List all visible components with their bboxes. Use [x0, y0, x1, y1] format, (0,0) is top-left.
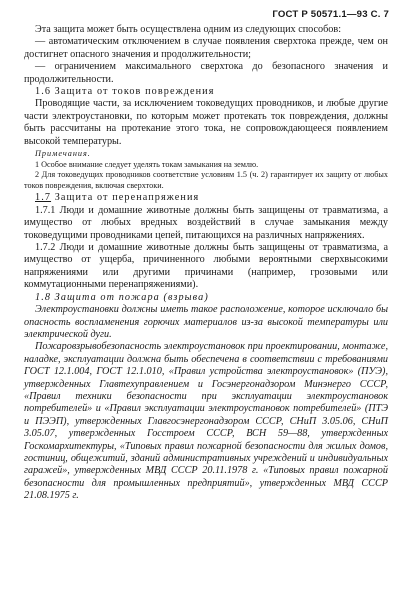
- note-item: 2 Для токоведущих проводников соответствие условиям 1.5 (ч. 2) гарантирует их защиту от любых токов повреждения, включая сверхтоки.: [24, 170, 388, 190]
- paragraph: Электроустановки должны иметь такое расположение, которое исключало бы опасность воспламенения горючих материалов из-за высокой температуры или электрической дуги.: [24, 304, 388, 340]
- paragraph: Эта защита может быть осуществлена одним из следующих способов:: [35, 24, 342, 35]
- notes-block: [24, 149, 388, 191]
- section-heading-1-8: 1.8 Защита от пожара (взрыва): [35, 291, 209, 303]
- paragraph: 1.7.1 Люди и домашние животные должны быть защищены от травматизма, а имущество от любых вредных воздействий в случае замыкания между токоведущими проводниками цепей, питающихся на различных напряжениях.: [24, 204, 388, 241]
- paragraph: Пожаровзрывобезопасность электроустановок при проектировании, монтаже, наладке, эксплуатации должна быть обеспечена в соответствии с требованиями ГОСТ 12.1.004, ГОСТ 12.1.010, «Правил устройства электроустановок» (ПУЭ), утвержденных Главтехуправлением и Госэнергонадзором Минэнерго СССР, «Правил техники безопасности при эксплуатации электроустановок потребителей» и «Правил эксплуатации электроустановок потребителей» (ПТЭ и ПЭЭП), утвержденных Главгосэнергонадзором СССР, СНиП 3.05.06, СНиП 3.05.07, утвержденных Госстроем СССР, ВСН 59—88, утвержденных Госкомархитектуры, «Типовых правил пожарной безопасности для жилых домов, гостиниц, общежитий, зданий административных учреждений и индивидуальных гаражей», утвержденных МВД СССР 20.11.1978 г. «Типовых правил пожарной безопасности для промышленных предприятий», утвержденных МВД СССР 21.08.1975 г.: [24, 341, 388, 502]
- section-number: 1.7: [35, 192, 52, 204]
- note-item: 1 Особое внимание следует уделять токам замыкания на землю.: [35, 159, 259, 169]
- section-title: Защита от перенапряжения: [51, 192, 200, 204]
- page-header: ГОСТ Р 50571.1—93 С. 7: [272, 9, 389, 20]
- notes-label: Примечания.: [35, 149, 91, 159]
- paragraph: Проводящие части, за исключением токоведущих проводников, и любые другие части электроустановки, по которым может протекать ток повреждения, должны быть рассчитаны на протекание этого тока, не сопровождающееся появлением высокой температуры.: [24, 98, 388, 147]
- paragraph: — ограничением максимального сверхтока до безопасного значения и продолжительности.: [24, 61, 388, 85]
- section-heading-1-7: [24, 192, 388, 204]
- document-body: [24, 24, 388, 503]
- paragraph: 1.7.2 Люди и домашние животные должны быть защищены от травматизма, а имущество от ущерба, причиненного любыми вероятными сверхвысокими напряжениями или другими причинами (например, грозовыми или коммутационными перенапряжениями).: [24, 242, 388, 291]
- paragraph: — автоматическим отключением в случае появления сверхтока прежде, чем он достигнет опасного значения и продолжительности;: [24, 36, 388, 60]
- section-heading-1-6: 1.6 Защита от токов повреждения: [35, 86, 215, 98]
